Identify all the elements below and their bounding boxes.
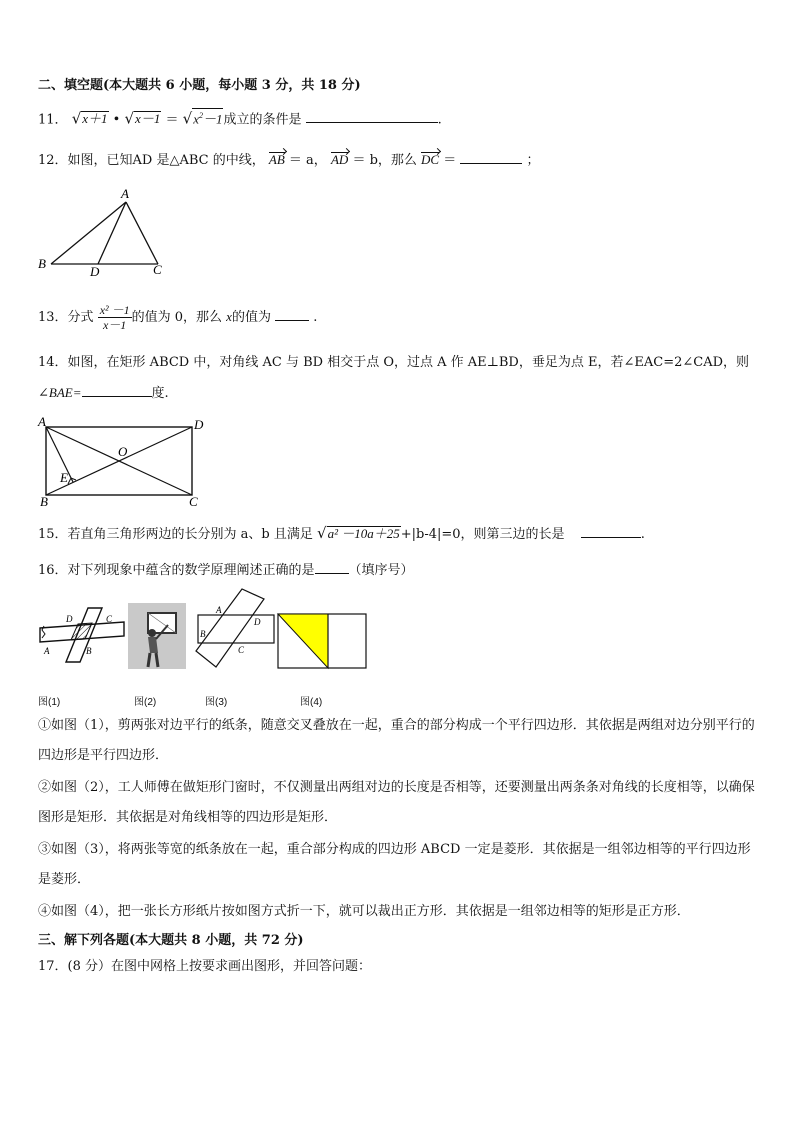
q11-tail: －1 [202, 111, 223, 127]
q15-radicand: a² －10a＋25 [327, 526, 400, 541]
q11-radicand-c [192, 108, 223, 126]
section-3-title: 三、解下列各题(本大题共 8 小题，共 72 分) [38, 933, 304, 948]
figure-1-caption: 图(1) [38, 697, 61, 708]
label-a: A [38, 414, 46, 429]
q11-radicand-a: x＋1 [82, 111, 108, 127]
q15-end: . [640, 527, 645, 542]
question-13 [38, 302, 317, 333]
q16-tail: （填序号） [348, 563, 414, 578]
figure-1-crossed-strips [38, 604, 126, 664]
q11-dot: • [112, 112, 121, 128]
q16-text: 16．对下列现象中蕴含的数学原理阐述正确的是 [38, 563, 315, 578]
figure-3-equal-strips [190, 585, 276, 671]
q11-sup: 2 [198, 111, 203, 120]
answer-blank[interactable] [460, 151, 522, 164]
label-b: B [38, 256, 46, 271]
label-a: A [121, 186, 129, 201]
fig1-label-a: A [44, 646, 50, 656]
question-12 [38, 151, 540, 170]
label-b: B [40, 494, 48, 508]
label-d: D [90, 264, 100, 279]
q12-text: 12．如图，已知AD 是△ABC 的中线， [38, 153, 265, 168]
figure-2-worker-window [128, 603, 186, 669]
question-15 [38, 524, 645, 544]
q13-text-c: 的值为 [231, 310, 271, 325]
answer-blank[interactable] [581, 525, 641, 538]
q14-unit: 度. [151, 386, 169, 401]
label-c: C [153, 262, 162, 277]
q16-item-1: ①如图（1），剪两张对边平行的纸条，随意交叉叠放在一起，重合的部分构成一个平行四边形．其依据是两组对边分别平行的四边形是平行四边形． [38, 718, 755, 763]
vector-dc: DC [421, 152, 440, 167]
q13-fraction [98, 303, 132, 332]
fraction-denominator: x－1 [102, 318, 127, 332]
q13-var: x [226, 309, 232, 324]
figure-4-folded-rectangle [276, 612, 368, 670]
q16-item-4: ④如图（4），把一张长方形纸片按如图方式折一下，就可以裁出正方形．其依据是一组邻边相等的矩形是正方形． [38, 904, 690, 919]
label-d: D [194, 417, 204, 432]
q12-end: ； [526, 153, 540, 168]
q16-item-2: ②如图（2），工人师傅在做矩形门窗时，不仅测量出两组对边的长度是否相等，还要测量出两条条对角线的长度相等，以确保图形是矩形．其依据是对角线相等的四边形是矩形． [38, 780, 755, 825]
fig1-label-b: B [86, 646, 92, 656]
fig3-label-c: C [238, 645, 245, 655]
fig3-label-a: A [216, 605, 222, 615]
label-c: C [189, 494, 198, 508]
figure-2-caption: 图(2) [134, 697, 157, 708]
question-14-line1: 14．如图，在矩形 ABCD 中，对角线 AC 与 BD 相交于点 O，过点 A 作 AE⊥BD，垂足为点 E，若∠EAC=2∠CAD，则 [38, 355, 750, 370]
q13-text-a: 13．分式 [38, 310, 94, 325]
figure-3-caption: 图(3) [205, 697, 228, 708]
fig1-label-d: D [66, 614, 73, 624]
fig3-label-b: B [200, 629, 206, 639]
radical-sign: √ [182, 109, 193, 128]
answer-blank[interactable] [306, 110, 438, 123]
triangle-abc-figure [34, 184, 174, 280]
fraction-numerator: x² －1 [99, 303, 130, 317]
q12-val3: ＝ [443, 153, 457, 168]
q11-equals: ＝ [165, 112, 179, 128]
q11-number: 11． [38, 112, 68, 128]
q11-end: . [437, 112, 442, 128]
radical-sign: √ [317, 524, 327, 542]
fig1-label-c: C [106, 614, 113, 624]
label-o: O [118, 444, 128, 459]
radical-sign: √ [71, 109, 82, 128]
question-14-line2 [38, 384, 169, 403]
question-16 [38, 561, 414, 580]
section-2-title: 二、填空题(本大题共 6 小题，每小题 3 分，共 18 分) [38, 78, 361, 93]
q11-var: x [193, 111, 199, 127]
answer-blank[interactable] [82, 384, 152, 397]
figure-4-caption: 图(4) [300, 697, 323, 708]
fig3-label-d: D [254, 617, 261, 627]
q13-text-b: 的值为 0，那么 [131, 310, 223, 325]
q16-item-3: ③如图（3），将两张等宽的纸条放在一起，重合部分构成的四边形 ABCD 一定是菱形．其依据是一组邻边相等的平行四边形是菱形． [38, 842, 751, 887]
q12-val1: ＝ a， [288, 153, 327, 168]
vector-ab: AB [268, 152, 285, 167]
q15-text-b: +|b-4|=0，则第三边的长是 [400, 527, 565, 542]
q15-text-a: 15．若直角三角形两边的长分别为 a、b 且满足 [38, 527, 313, 542]
radical-sign: √ [124, 109, 135, 128]
q13-end: . [313, 310, 318, 325]
vector-ad: AD [330, 152, 349, 167]
question-11 [38, 108, 442, 129]
q14-angle: ∠BAE= [38, 385, 82, 400]
q11-radicand-b: x－1 [135, 111, 161, 127]
label-e: E [60, 470, 68, 485]
q12-val2: ＝ b，那么 [352, 153, 417, 168]
answer-blank[interactable] [315, 561, 349, 574]
rectangle-abcd-figure [34, 412, 214, 508]
q11-text: 成立的条件是 [223, 112, 302, 128]
answer-blank[interactable] [275, 308, 309, 321]
question-17: 17．(8 分）在图中网格上按要求画出图形，并回答问题： [38, 959, 372, 974]
